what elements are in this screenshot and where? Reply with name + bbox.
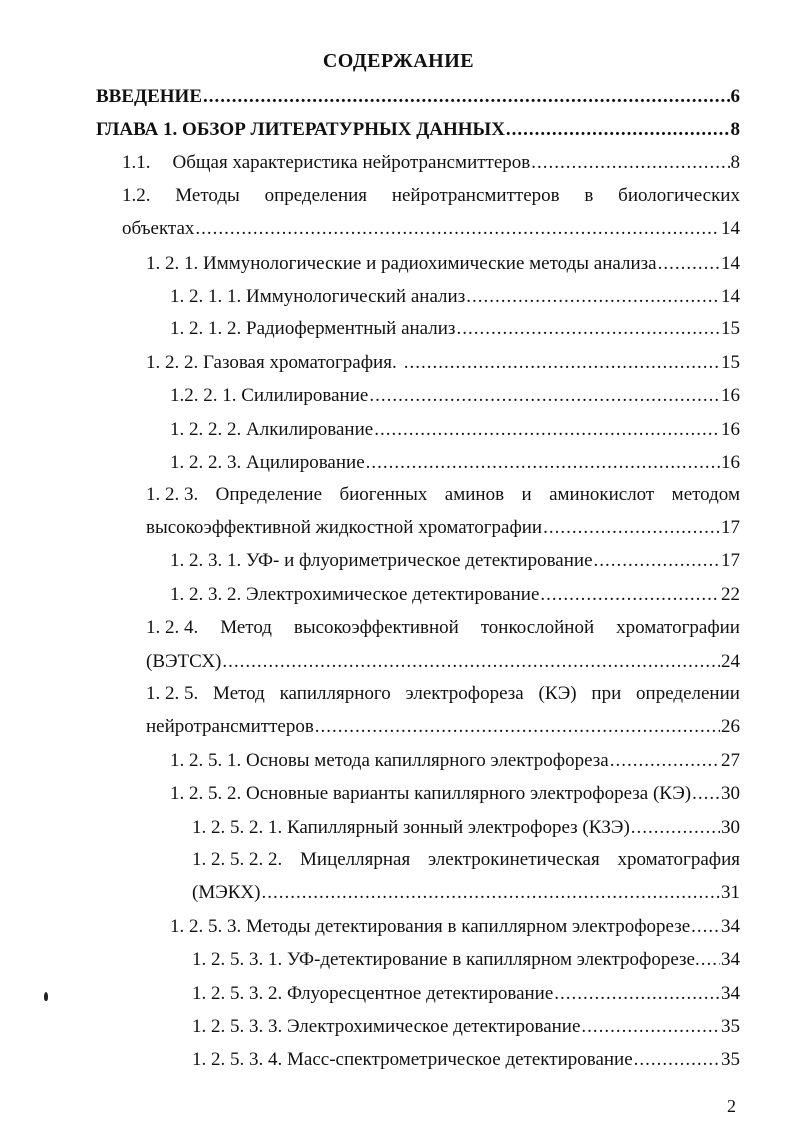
toc-label: (МЭКХ): [192, 882, 261, 903]
toc-entry: [170, 584, 740, 606]
toc-word: аминов: [444, 484, 505, 505]
dot-leader: [315, 716, 720, 738]
scan-speck: [44, 992, 48, 1001]
toc-entry-line2: [146, 716, 740, 738]
dot-leader: [691, 916, 720, 938]
toc-label: 1. 2. 2. Газовая хроматография.: [146, 352, 397, 373]
toc-page: 15: [721, 318, 740, 339]
dot-leader: [466, 286, 720, 308]
toc-entry: [170, 286, 740, 308]
toc-number: 1.1.: [122, 152, 151, 173]
toc-entry: [170, 750, 740, 772]
dot-leader: [701, 949, 720, 971]
toc-word: биологических: [618, 185, 740, 206]
toc-page: 30: [721, 783, 740, 804]
toc-word: Определение: [215, 484, 323, 505]
toc-entry: [192, 949, 740, 971]
dot-leader: [506, 119, 730, 141]
toc-word: 1. 2. 5. 2. 2.: [192, 849, 283, 870]
toc-entry-line2: [122, 218, 740, 240]
toc-page: 22: [721, 584, 740, 605]
toc-page: 6: [730, 86, 740, 107]
toc-page: 26: [721, 716, 740, 737]
toc-page: 35: [721, 1016, 740, 1037]
toc-entry: [192, 817, 740, 839]
toc-label: 1. 2. 1. 2. Радиоферментный анализ: [170, 318, 456, 339]
toc-label: 1. 2. 5. 3. 4. Масс-спектрометрическое детектирование: [192, 1049, 633, 1070]
toc-label: высокоэффективной жидкостной хроматографии: [146, 517, 543, 538]
toc-label: 1. 2. 3. 2. Электрохимическое детектирование: [170, 584, 540, 605]
dot-leader: [366, 452, 720, 474]
toc-label: 1. 2. 1. Иммунологические и радиохимические методы анализа: [146, 253, 657, 274]
toc-entry: [170, 452, 740, 474]
dot-leader: [634, 1049, 720, 1071]
toc-word: определении: [636, 683, 740, 704]
toc-word: нейротрансмиттеров: [391, 185, 560, 206]
toc-word: при: [591, 683, 622, 704]
dot-leader: [456, 318, 720, 340]
toc-entry: [146, 253, 740, 275]
page-title: СОДЕРЖАНИЕ: [322, 50, 475, 72]
toc-page: 8: [730, 119, 740, 140]
toc-word: методом: [671, 484, 740, 505]
toc-entry: [96, 86, 740, 108]
toc-entry: [170, 385, 740, 407]
toc-entry-line2: [146, 651, 740, 673]
toc-word: и: [521, 484, 532, 505]
toc-label: 1. 2. 1. 1. Иммунологический анализ: [170, 286, 466, 307]
toc-entry-line2: [146, 517, 740, 539]
toc-page: 30: [721, 817, 740, 838]
toc-word: определения: [264, 185, 368, 206]
toc-page: 24: [721, 651, 740, 672]
toc-entry: [170, 783, 740, 805]
toc-page: 16: [721, 419, 740, 440]
toc-label: Общая характеристика нейротрансмиттеров: [172, 152, 531, 173]
toc-word: Мицеллярная: [300, 849, 411, 870]
toc-label: объектах: [122, 218, 195, 239]
toc-page: 31: [721, 882, 740, 903]
toc-label: 1. 2. 5. 2. Основные варианты капиллярного электрофореза (КЭ): [170, 783, 692, 804]
toc-page: 14: [721, 286, 740, 307]
toc-page: 14: [721, 218, 740, 239]
toc-entry-line1: [146, 617, 740, 639]
dot-leader: [631, 817, 720, 839]
toc-word: Методы: [175, 185, 240, 206]
toc-word: 1. 2. 5.: [146, 683, 199, 704]
dot-leader: [262, 882, 721, 904]
toc-label: 1.2. 2. 1. Силилирование: [170, 385, 369, 406]
dot-leader: [531, 152, 729, 174]
dot-leader: [369, 385, 720, 407]
toc-entry-line1: [122, 185, 740, 207]
toc-page: 15: [721, 352, 740, 373]
toc-page: 8: [730, 152, 740, 173]
toc-word: 1. 2. 4.: [146, 617, 199, 638]
dot-leader: [610, 750, 720, 772]
toc-entry: [146, 352, 740, 374]
toc-page: 34: [721, 916, 740, 937]
toc-label: 1. 2. 5. 2. 1. Капиллярный зонный электрофорез (КЗЭ): [192, 817, 630, 838]
toc-label: 1. 2. 5. 3. 3. Электрохимическое детектирование: [192, 1016, 581, 1037]
toc-word: 1. 2. 3.: [146, 484, 199, 505]
toc-label: 1. 2. 2. 2. Алкилирование: [170, 419, 374, 440]
toc-label: 1. 2. 5. 1. Основы метода капиллярного электрофореза: [170, 750, 609, 771]
toc-word: капиллярного: [279, 683, 391, 704]
dot-leader: [540, 584, 720, 606]
toc-label: 1. 2. 5. 3. Методы детектирования в капиллярном электрофорезе: [170, 916, 691, 937]
toc-word: Метод: [213, 683, 265, 704]
dot-leader: [581, 1016, 720, 1038]
toc-page: 16: [721, 452, 740, 473]
dot-leader: [594, 550, 720, 572]
toc-label: нейротрансмиттеров: [146, 716, 314, 737]
dot-leader: [543, 517, 720, 539]
dot-leader: [222, 651, 720, 673]
toc-entry: [170, 916, 740, 938]
dot-leader: [658, 253, 720, 275]
toc-entry-line1: [192, 849, 740, 871]
toc-entry-line1: [146, 484, 740, 506]
toc-entry: [170, 550, 740, 572]
toc-word: 1.2.: [122, 185, 151, 206]
toc-label: 1. 2. 3. 1. УФ- и флуориметрическое детектирование: [170, 550, 593, 571]
page-number: 2: [727, 1096, 736, 1116]
toc-page: 35: [721, 1049, 740, 1070]
toc-entry: [192, 983, 740, 1005]
dot-leader: [203, 86, 730, 108]
toc-page: 14: [721, 253, 740, 274]
toc-word: Метод: [220, 617, 272, 638]
toc-word: электрофореза: [405, 683, 524, 704]
toc-word: хроматографии: [616, 617, 740, 638]
toc-label: ВВЕДЕНИЕ: [96, 86, 202, 107]
dot-leader: [374, 419, 720, 441]
toc-page: 34: [721, 983, 740, 1004]
toc-entry: [192, 1049, 740, 1071]
toc-entry-line1: [146, 683, 740, 705]
toc-label: 1. 2. 2. 3. Ацилирование: [170, 452, 365, 473]
toc-label: (ВЭТСХ): [146, 651, 222, 672]
toc-word: аминокислот: [549, 484, 655, 505]
toc-word: электрокинетическая: [428, 849, 600, 870]
toc-label: 1. 2. 5. 3. 2. Флуоресцентное детектирование: [192, 983, 554, 1004]
toc-entry: [96, 119, 740, 141]
toc-label: 1. 2. 5. 3. 1. УФ-детектирование в капиллярном электрофорезе.: [192, 949, 700, 970]
toc-entry: [170, 419, 740, 441]
toc-entry-line2: [192, 882, 740, 904]
toc-word: биогенных: [339, 484, 428, 505]
toc-page: 34: [721, 949, 740, 970]
toc-label: ГЛАВА 1. ОБЗОР ЛИТЕРАТУРНЫХ ДАННЫХ: [96, 119, 505, 140]
toc-page: 17: [721, 517, 740, 538]
dot-leader: [404, 352, 720, 374]
toc-page: 16: [721, 385, 740, 406]
dot-leader: [692, 783, 720, 805]
toc-entry: [192, 1016, 740, 1038]
toc-entry: [122, 152, 740, 174]
toc-word: (КЭ): [538, 683, 577, 704]
dot-leader: [554, 983, 720, 1005]
toc-entry: [170, 318, 740, 340]
toc-word: тонкослойной: [480, 617, 595, 638]
toc-page: 17: [721, 550, 740, 571]
toc-word: хроматография: [617, 849, 740, 870]
toc-word: в: [584, 185, 594, 206]
toc-word: высокоэффективной: [293, 617, 459, 638]
toc-page: 27: [721, 750, 740, 771]
dot-leader: [195, 218, 720, 240]
